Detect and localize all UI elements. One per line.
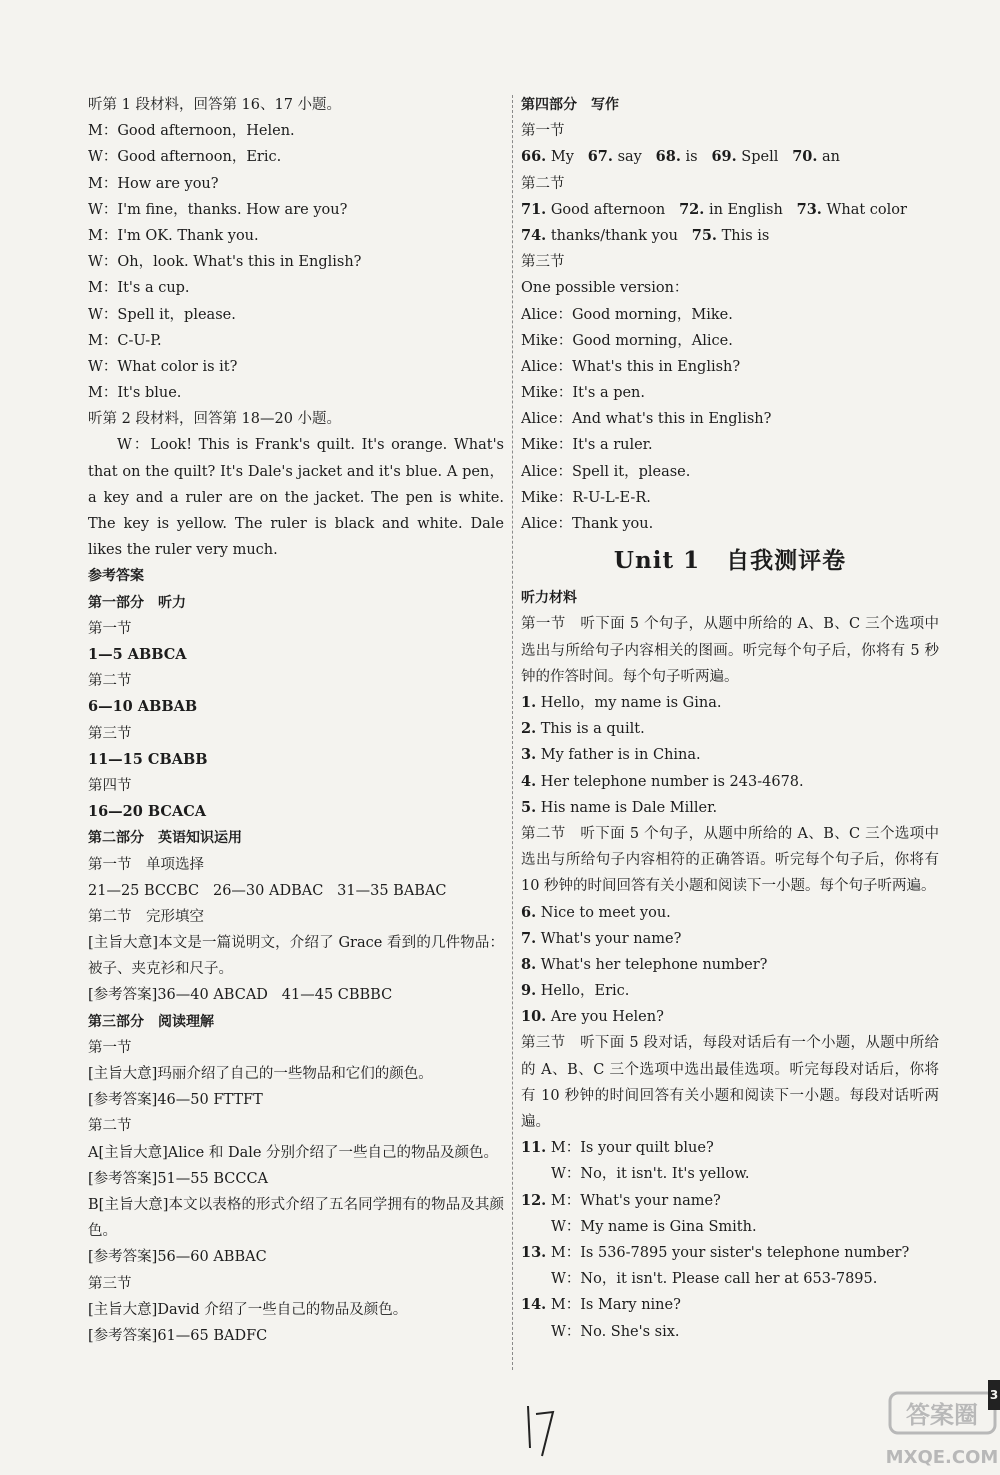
answer-line: 16—20 BCACA (88, 803, 207, 821)
main-idea: B[主旨大意]本文以表格的形式介绍了五名同学拥有的物品及其颜色。 (88, 1197, 504, 1240)
dialogue-line: W：What color is it? (88, 358, 238, 375)
column-divider (512, 95, 513, 1370)
dialogue-item: 12. M：What's your name? (521, 1191, 721, 1209)
dialogue-line: M：C-U-P. (88, 332, 162, 349)
dialogue-line: W：Spell it，please. (88, 306, 236, 323)
dialogue-item: 13. M：Is 536-7895 your sister's telephone number? (521, 1244, 910, 1262)
answer-line: [参考答案]61—65 BADFC (88, 1327, 268, 1344)
sample-dialogue (521, 275, 939, 537)
section-label: 第一节 单项选择 (88, 856, 204, 873)
dialogue-line: W：I'm fine，thanks. How are you? (88, 201, 348, 218)
sample-dialogue-line: Alice：Thank you. (521, 516, 654, 532)
answer-group: 21—25 BCCBC (88, 882, 200, 899)
sample-dialogue-line: Mike：Good morning，Alice. (521, 332, 733, 349)
sample-dialogue-line: One possible version： (521, 280, 689, 297)
listening-heading: 听力材料 (521, 590, 577, 607)
left-column (88, 92, 504, 1349)
part4-heading: 第四部分 写作 (521, 97, 619, 113)
sentence-item: 10. Are you Helen? (521, 1008, 664, 1026)
answer-line: [参考答案]51—55 BCCCA (88, 1170, 269, 1187)
sentence-item: 1. Hello，my name is Gina. (521, 693, 722, 711)
sentence-item: 2. This is a quilt. (521, 720, 645, 738)
section-label: 第三节 (88, 725, 132, 742)
right-column (521, 92, 939, 1345)
answer-line: [参考答案]46—50 FTTFT (88, 1092, 263, 1109)
edge-page-marker: 3 (988, 1380, 1000, 1410)
main-idea: [主旨大意]本文是一篇说明文，介绍了 Grace 看到的几件物品：被子、夹克衫和尺子。 (88, 935, 504, 978)
sample-dialogue-line: Alice：And what's this in English? (521, 411, 772, 428)
answer-group: 36—40 ABCAD (157, 987, 268, 1004)
section-label: 第三节 (88, 1275, 132, 1292)
sample-dialogue-line: Mike：It's a pen. (521, 385, 646, 402)
sample-dialogue-line: Alice：Spell it，please. (521, 463, 691, 480)
writing-answers-line: 71. Good afternoon 72. in English 73. What color (521, 200, 907, 218)
section-label: 第二节 (88, 673, 132, 690)
main-idea: [主旨大意]玛丽介绍了自己的一些物品和它们的颜色。 (88, 1066, 433, 1083)
answer-line (88, 878, 504, 904)
writing-answers-line: 74. thanks/thank you 75. This is (521, 226, 770, 244)
part3-heading: 第三部分 阅读理解 (88, 1013, 214, 1030)
dialogue-line: M：It's a cup. (88, 280, 190, 297)
watermark-logo (870, 1385, 1000, 1475)
sentence-item: 5. His name is Dale Miller. (521, 798, 718, 816)
dialogue-reply: W：My name is Gina Smith. (551, 1218, 757, 1235)
dialogue-reply: W：No，it isn't. It's yellow. (551, 1166, 750, 1183)
dialogue-lines (88, 92, 504, 432)
svg-text:MXQE.COM: MXQE.COM (885, 1447, 999, 1468)
answer-group: 26—30 ADBAC (212, 882, 324, 899)
dialogue-reply: W：No. She's six. (551, 1323, 680, 1340)
section-label: 第一节 (88, 620, 132, 637)
section-label: 第三节 (521, 254, 565, 271)
section-label: 第一节 (521, 123, 565, 140)
answer-group: 41—45 CBBBC (281, 987, 393, 1004)
main-idea: A[主旨大意]Alice 和 Dale 分别介绍了一些自己的物品及颜色。 (88, 1144, 499, 1161)
writing-answers-line: 66. My 67. say 68. is 69. Spell 70. an (521, 148, 841, 166)
dialogue-line: 听第 2 段材料，回答第 18—20 小题。 (88, 411, 342, 428)
sample-dialogue-line: Mike：R-U-L-E-R. (521, 489, 651, 506)
dialogue-line: M：It's blue. (88, 385, 182, 402)
svg-text:答案圈: 答案圈 (906, 1401, 978, 1429)
dialogue-line: W：Good afternoon，Eric. (88, 149, 282, 166)
answer-line: [参考答案]56—60 ABBAC (88, 1249, 267, 1266)
sentence-item: 8. What's her telephone number? (521, 955, 768, 973)
main-idea: [主旨大意]David 介绍了一些自己的物品及颜色。 (88, 1301, 408, 1318)
dialogue-line: 听第 1 段材料，回答第 16、17 小题。 (88, 97, 342, 113)
part2-heading: 第二部分 英语知识运用 (88, 830, 242, 847)
dialogue-line: M：Good afternoon，Helen. (88, 123, 295, 140)
sample-dialogue-line: Alice：What's this in English? (521, 358, 741, 375)
answer-group: 31—35 BABAC (337, 882, 447, 899)
sentence-item: 6. Nice to meet you. (521, 903, 671, 921)
section-label: 第四节 (88, 777, 132, 794)
unit-title: Unit 1 自我测评卷 (613, 547, 847, 575)
sentence-item: 9. Hello，Eric. (521, 982, 630, 1000)
instructions: 第二节 听下面 5 个句子，从题中所给的 A、B、C 三个选项中选出与所给句子内容相符的正确答语。听完每个句子后，你将有 10 秒钟的时间回答有关小题和阅读下一小题。每个句子听两遍。 (521, 825, 939, 895)
page-number-handwritten (520, 1400, 560, 1460)
answers-heading: 参考答案 (88, 568, 144, 585)
dialogue-line: M：How are you? (88, 175, 219, 192)
answer-line (88, 982, 504, 1008)
instructions: 第一节 听下面 5 个句子，从题中所给的 A、B、C 三个选项中选出与所给句子内容相关的图画。听完每个句子后，你将有 5 秒钟的作答时间。每个句子听两遍。 (521, 616, 939, 685)
section-label: 第二节 (88, 1118, 132, 1135)
part1-heading: 第一部分 听力 (88, 594, 186, 611)
answer-line: 11—15 CBABB (88, 750, 208, 768)
dialogue-line: M：I'm OK. Thank you. (88, 227, 259, 244)
dialogue-reply: W：No，it isn't. Please call her at 653-7895. (551, 1271, 878, 1288)
sentence-item: 7. What's your name? (521, 929, 682, 947)
answer-line: 1—5 ABBCA (88, 646, 187, 664)
sample-dialogue-line: Alice：Good morning，Mike. (521, 306, 733, 323)
instructions: 第三节 听下面 5 段对话，每段对话后有一个小题，从题中所给的 A、B、C 三个选项中选出最佳选项。听完每段对话后，你将有 10 秒钟的时间回答有关小题和阅读下一小题。每段对话听两遍。 (521, 1035, 939, 1131)
dialogue-line: W：Oh，look. What's this in English? (88, 254, 362, 271)
answer-prefix: [参考答案] (88, 987, 158, 1004)
section-label: 第一节 (88, 1039, 132, 1056)
answer-line: 6—10 ABBAB (88, 698, 198, 716)
passage-text: W：Look! This is Frank's quilt. It's orange. What's that on the quilt? It's Dale's jacket and it's blue. A pen，a key and a ruler are on the jacket. The pen is white. The key is yellow. The ruler is black and white. Dale likes the ruler very much. (88, 437, 504, 559)
sentence-item: 4. Her telephone number is 243-4678. (521, 772, 804, 790)
sample-dialogue-line: Mike：It's a ruler. (521, 437, 653, 454)
dialogue-item: 14. M：Is Mary nine? (521, 1296, 681, 1314)
section-label: 第二节 完形填空 (88, 908, 204, 925)
dialogue-item: 11. M：Is your quilt blue? (521, 1139, 714, 1157)
section-label: 第二节 (521, 175, 565, 192)
sentence-item: 3. My father is in China. (521, 746, 701, 764)
